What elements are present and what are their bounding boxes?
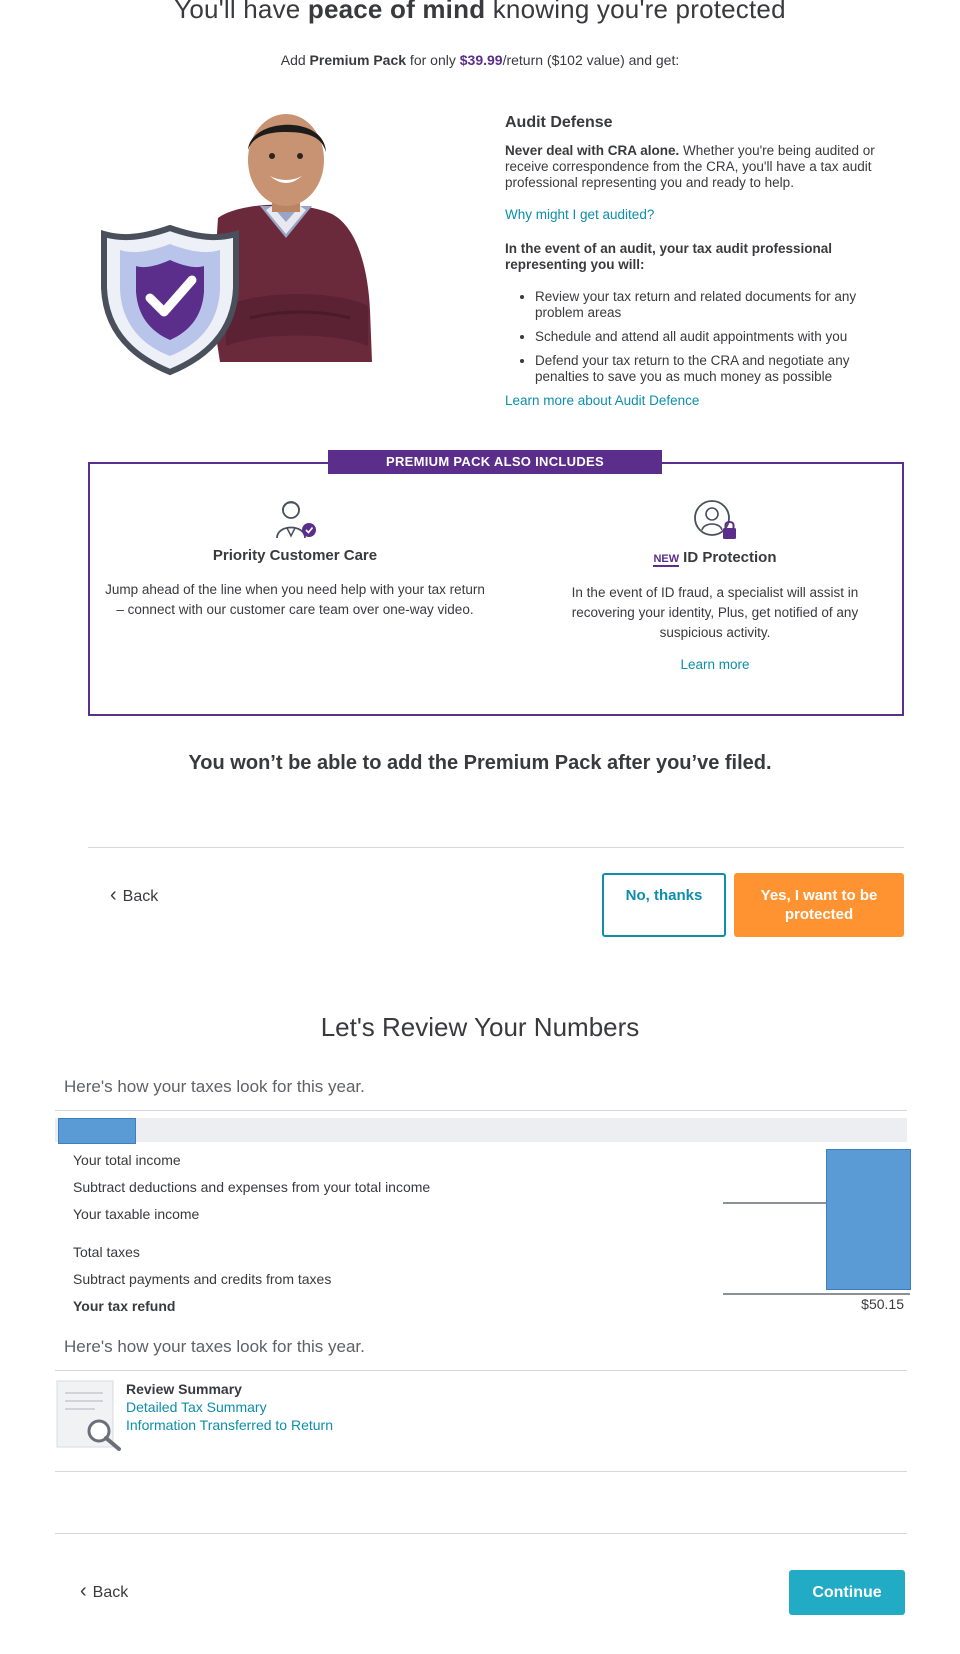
divider [55,1533,907,1534]
priority-customer-care-desc: Jump ahead of the line when you need help with your tax return – connect with our customer care team over one-way video. [105,582,485,617]
learn-more-audit-defence-link[interactable]: Learn more about Audit Defence [505,393,700,408]
tax-refund-amount: $50.15 [861,1296,904,1312]
row-subtract-deductions: Subtract deductions and expenses from your total income [73,1179,431,1195]
document-magnifier-icon [55,1379,125,1451]
priority-customer-care-feature [100,498,490,620]
separator-line [723,1293,910,1295]
review-numbers-title: Let's Review Your Numbers [320,1012,640,1042]
review-subtitle: Here's how your taxes look for this year. [64,1077,365,1096]
audit-event-heading: In the event of an audit, your tax audit professional representing you will: [505,241,833,272]
yes-protected-button[interactable]: Yes, I want to be protected [734,873,904,937]
audit-defense-illustration [100,110,400,390]
new-badge: NEW [653,553,680,565]
row-total-taxes: Total taxes [73,1244,140,1260]
audit-benefits-list [505,289,885,385]
back-button[interactable]: ‹ Back [110,884,159,906]
id-protection-feature [550,498,880,675]
divider [88,847,904,848]
separator-line [723,1202,826,1204]
page-title: You'll have peace of mind knowing you're protected [174,0,786,24]
row-tax-refund: Your tax refund [73,1298,176,1314]
redacted-values [826,1149,911,1290]
back-button-bottom[interactable]: ‹ Back [80,1580,129,1602]
why-audited-link[interactable]: Why might I get audited? [505,207,655,222]
summary-header-band [55,1118,907,1142]
list-item: • Defend your tax return to the CRA and negotiate any penalties to save you as much money as possible [535,353,885,385]
premium-pack-warning: You won’t be able to add the Premium Pack after you’ve filed. [188,752,772,774]
continue-button[interactable]: Continue [789,1570,905,1615]
divider [55,1110,907,1111]
row-taxable-income: Your taxable income [73,1206,200,1222]
row-total-income: Your total income [73,1152,181,1168]
info-transferred-link[interactable]: Information Transferred to Return [126,1417,333,1433]
id-protection-title: NEW ID Protection [653,549,777,566]
no-thanks-button[interactable]: No, thanks [602,873,726,937]
customer-care-agent-icon [271,498,319,540]
premium-pack-tab-label: PREMIUM PACK ALSO INCLUDES [328,450,662,474]
chevron-left-icon: ‹ [110,884,117,906]
divider [55,1370,907,1371]
review-subtitle-2: Here's how your taxes look for this year. [64,1337,365,1356]
audit-defense-intro: Never deal with CRA alone. Whether you're being audited or receive correspondence from the CRA, you'll have a tax audit professional representing you and ready to help. [505,143,875,190]
id-protection-lock-icon [690,498,740,542]
learn-more-id-protection-link[interactable]: Learn more [680,657,750,672]
row-subtract-payments: Subtract payments and credits from taxes [73,1271,332,1287]
review-summary-heading: Review Summary [126,1381,242,1397]
premium-price: $39.99 [459,52,503,68]
premium-offer-text: Add Premium Pack for only $39.99/return ($102 value) and get: [280,52,680,68]
audit-defense-section [505,115,885,409]
redacted-label [58,1118,136,1144]
list-item: • Schedule and attend all audit appointments with you [535,329,885,345]
detailed-tax-summary-link[interactable]: Detailed Tax Summary [126,1399,267,1415]
list-item: • Review your tax return and related documents for any problem areas [535,289,885,321]
id-protection-desc: In the event of ID fraud, a specialist will assist in recovering your identity, Plus, get notified of any suspicious activity. [571,585,859,640]
audit-defense-heading: Audit Defense [505,114,613,131]
priority-customer-care-title: Priority Customer Care [212,547,378,564]
divider [55,1471,907,1472]
chevron-left-icon: ‹ [80,1580,87,1602]
